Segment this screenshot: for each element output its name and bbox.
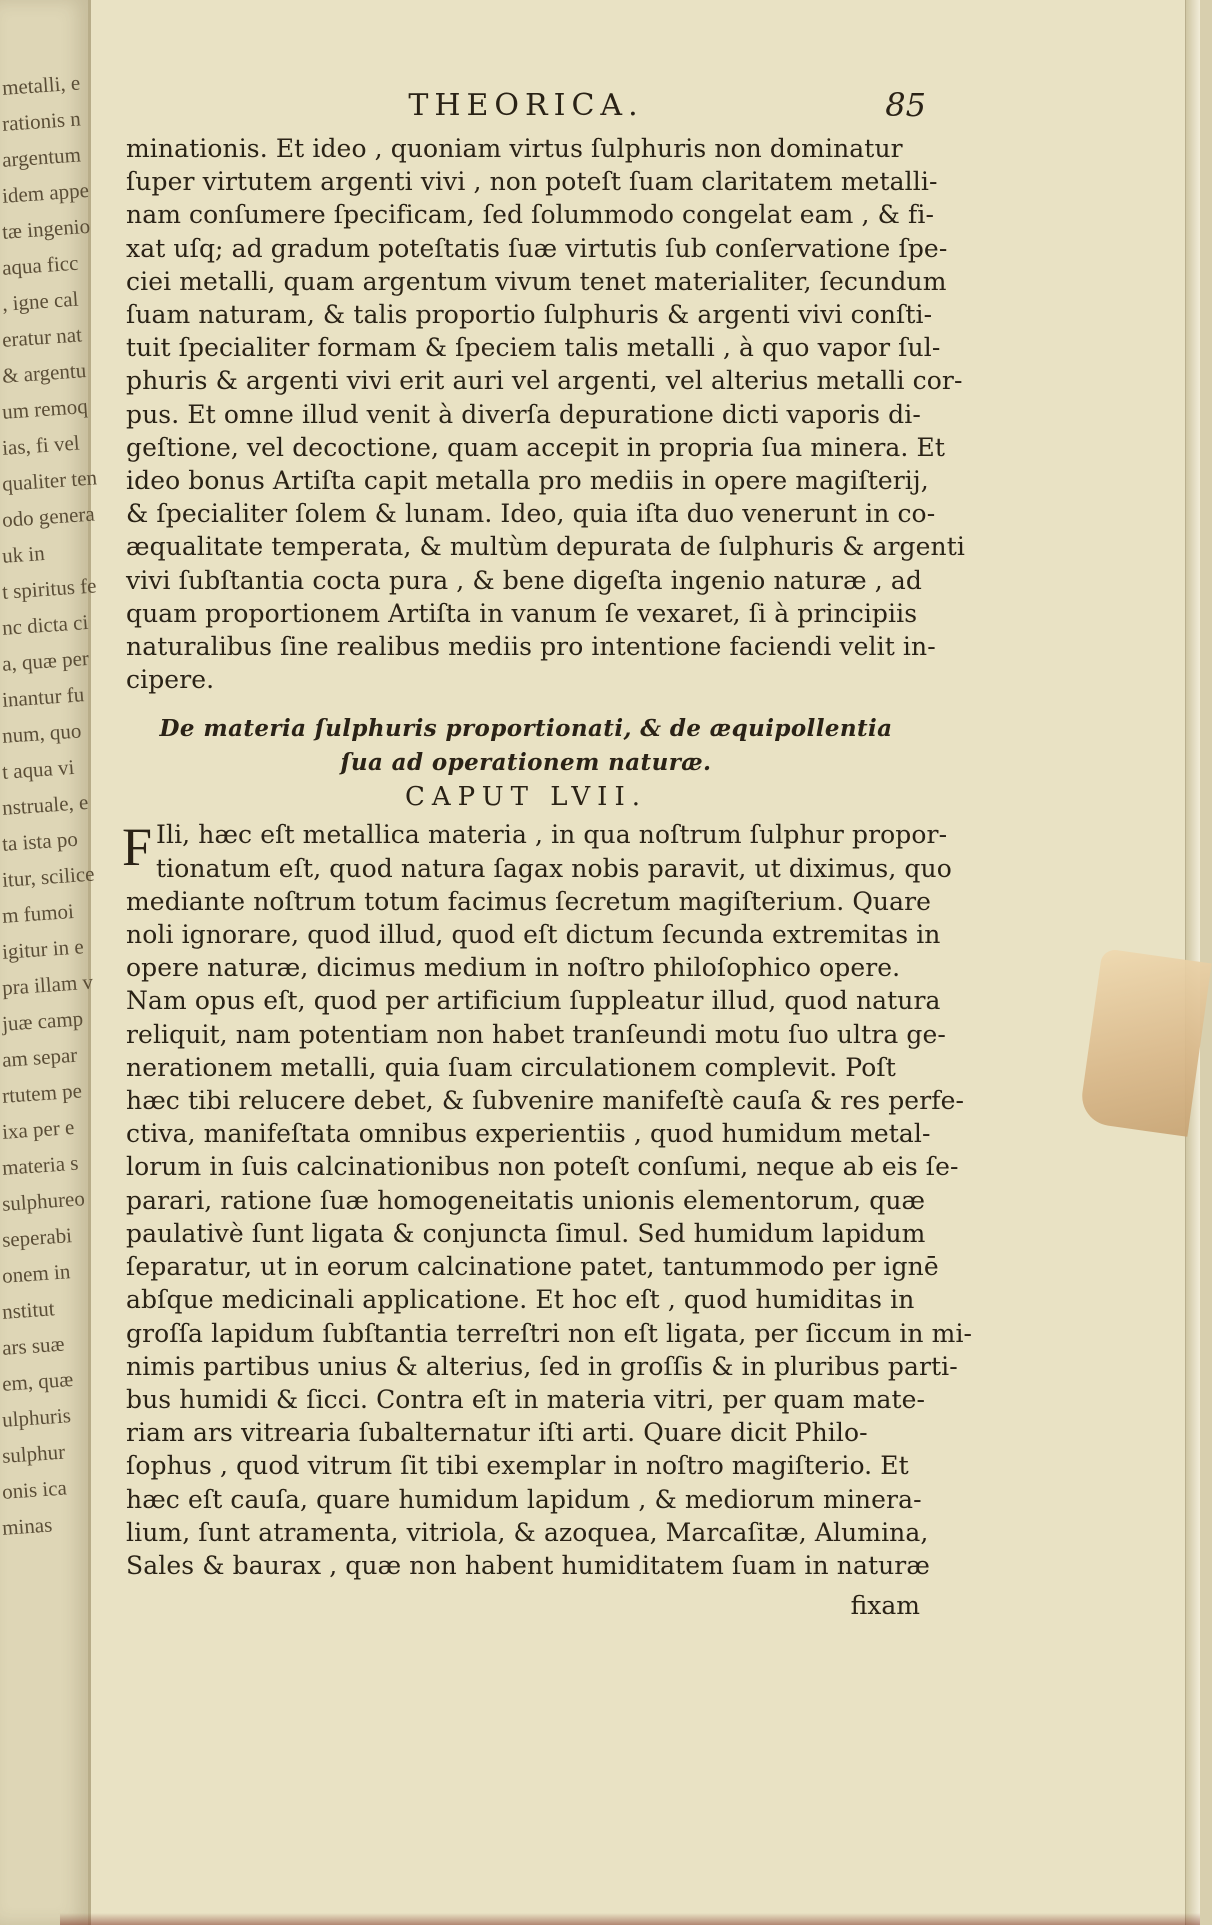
chapter-opening [122,817,952,884]
margin-fragment: tæ ingenio [1,213,91,244]
margin-fragment: ixa per e [1,1114,76,1144]
text-line: xat uſq; ad gradum poteſtatis ſuæ virtutis ſub conſervatione ſpe- [126,233,948,263]
text-line: reliquit, nam potentiam non habet tranſeundi motu ſuo ultra ge- [126,1019,946,1049]
drop-capital: F [122,817,153,878]
margin-fragment: qualiter ten [1,465,98,496]
text-line: hæc tibi relucere debet, & ſubvenire manifeſtè cauſa & res perfe- [126,1086,965,1116]
margin-fragment: sulphur [1,1439,66,1468]
margin-fragment: igitur in e [1,934,85,964]
text-line: lium, ſunt atramenta, vitriola, & azoquea, Marcaſitæ, Alumina, [126,1517,929,1547]
chapter-paragraph [126,885,973,1582]
margin-fragment: odo genera [1,501,96,532]
text-line: ſuam naturam, & talis proportio ſulphuris & argenti vivi conſti- [126,300,933,330]
margin-fragment: onem in [1,1259,72,1288]
paragraph-continued [126,132,965,696]
margin-fragment: nstruale, e [1,789,90,820]
text-line: lorum in ſuis calcinationibus non poteſt conſumi, neque ab eis ſe- [126,1152,959,1182]
margin-fragment: , igne cal [1,286,80,316]
text-line: naturalibus ſine realibus mediis pro intentione faciendi velit in- [126,632,936,662]
text-line: ideo bonus Artiſta capit metalla pro mediis in opere magiſterij, [126,466,929,496]
margin-fragment: num, quo [1,718,83,748]
text-line: parari, ratione ſuæ homogeneitatis unionis elementorum, quæ [126,1185,926,1215]
margin-fragment: t aqua vi [1,754,76,784]
margin-fragment: seperabi [1,1223,73,1252]
margin-fragment: m fumoi [1,898,75,928]
margin-fragment: sulphureo [1,1186,86,1216]
text-line: ſophus , quod vitrum ſit tibi exemplar in noſtro magiſterio. Et [126,1451,909,1481]
text-line: cipere. [126,665,215,695]
running-head [126,86,926,132]
margin-fragment: ulphuris [1,1403,72,1432]
margin-fragment: t spiritus fe [1,573,98,604]
margin-fragment: uk in [1,540,46,568]
margin-fragment: juæ camp [1,1006,84,1036]
text-line: phuris & argenti vivi erit auri vel argenti, vel alterius metalli cor- [126,366,963,396]
text-line: ctiva, manifeſtata omnibus experientiis , quod humidum metal- [126,1119,931,1149]
text-line: Nam opus eſt, quod per artificium ſuppleatur illud, quod natura [126,986,941,1016]
margin-fragment: am separ [1,1042,78,1072]
margin-fragment: & argentu [1,358,87,388]
section-heading-line: ſua ad operationem naturæ. [340,749,712,777]
margin-fragment: aqua ficc [1,250,80,280]
margin-fragment: ars suæ [1,1331,66,1360]
text-line: ciei metalli, quam argentum vivum tenet materialiter, ſecundum [126,266,947,296]
margin-fragment: argentum [1,142,82,172]
margin-fragment: um remoq [1,393,89,424]
text-line: & ſpecialiter ſolem & lunam. Ideo, quia iſta duo venerunt in co- [126,499,936,529]
text-line: vivi ſubſtantia cocta pura , & bene digeſta ingenio naturæ , ad [126,565,922,595]
text-line: Ili, hæc eſt metallica materia , in qua noſtrum ſulphur propor- [156,820,948,850]
text-line: pus. Et omne illud venit à diverſa depuratione dicti vaporis di- [126,399,921,429]
text-line: tuit ſpecialiter formam & ſpeciem talis metalli , à quo vapor ſul- [126,333,941,363]
text-block [122,86,973,1624]
catchword: fixam [850,1591,920,1621]
text-line: nimis partibus unius & alterius, ſed in groſſis & in pluribus parti- [126,1351,958,1381]
text-line: geſtione, vel decoctione, quam accepit in propria ſua minera. Et [126,432,945,462]
margin-fragment: itur, scilice [1,861,96,892]
chapter-label: CAPUT LVII. [405,782,647,813]
text-line: hæc eſt cauſa, quare humidum lapidum , & mediorum minera- [126,1484,922,1514]
margin-fragment: minas [1,1512,53,1540]
section-heading [126,712,926,780]
margin-fragment: metalli, e [1,70,81,100]
margin-fragment: inantur fu [1,682,85,712]
margin-fragment: rtutem pe [1,1078,83,1108]
margin-fragment: em, quæ [1,1366,74,1396]
margin-fragment: nc dicta ci [1,609,90,640]
text-line: mediante noſtrum totum facimus ſecretum magiſterium. Quare [126,886,932,916]
margin-fragment: pra illam v [1,969,94,1000]
margin-fragment: idem appe [1,177,90,208]
margin-fragment: ta ista po [1,826,79,856]
text-line: ſuper virtutem argenti vivi , non poteſt ſuam claritatem metalli- [126,167,938,197]
margin-fragment: materia s [1,1150,80,1180]
text-line: tionatum eſt, quod natura ſagax nobis paravit, ut diximus, quo [156,853,952,883]
text-line: nerationem metalli, quia ſuam circulationem complevit. Poſt [126,1052,896,1082]
section-heading-line: De materia ſulphuris proportionati, & de æquipollentia [159,715,893,743]
text-line: abſque medicinali applicatione. Et hoc eſt , quod humiditas in [126,1285,915,1315]
text-line: æqualitate temperata, & multùm depurata de ſulphuris & argenti [126,532,965,562]
text-line: bus humidi & ſicci. Contra eſt in materia vitri, per quam mate- [126,1384,926,1414]
margin-fragment: onis ica [1,1475,68,1504]
text-line: noli ignorare, quod illud, quod eſt dictum ſecunda extremitas in [126,920,941,950]
facing-page-edge [0,0,98,1925]
text-line: groſſa lapidum ſubſtantia terreſtri non eſt ligata, per ſiccum in mi- [126,1318,973,1348]
text-line: Sales & baurax , quæ non habent humiditatem ſuam in naturæ [126,1550,930,1580]
text-line: nam conſumere ſpecificam, ſed ſolummodo congelat eam , & fi- [126,200,935,230]
text-line: minationis. Et ideo , quoniam virtus ſulphuris non dominatur [126,134,903,163]
margin-fragment: ias, fi vel [1,430,81,460]
text-line: ſeparatur, ut in eorum calcinatione patet, tantummodo per ignē [126,1252,939,1282]
bottom-edge-shadow [60,1913,1200,1925]
page-number: 85 [885,86,926,124]
margin-fragment: nstitut [1,1296,56,1324]
text-line: paulativè ſunt ligata & conjuncta ſimul. Sed humidum lapidum [126,1218,926,1248]
margin-fragment: rationis n [1,106,82,136]
text-line: opere naturæ, dicimus medium in noſtro philoſophico opere. [126,953,901,983]
running-title: THEORICA. [408,88,644,123]
margin-fragment: eratur nat [1,322,83,352]
text-line: riam ars vitrearia ſubalternatur iſti arti. Quare dicit Philo- [126,1418,868,1448]
text-line: quam proportionem Artiſta in vanum ſe vexaret, ſi à principiis [126,598,918,628]
margin-fragment: a, quæ per [1,645,90,676]
